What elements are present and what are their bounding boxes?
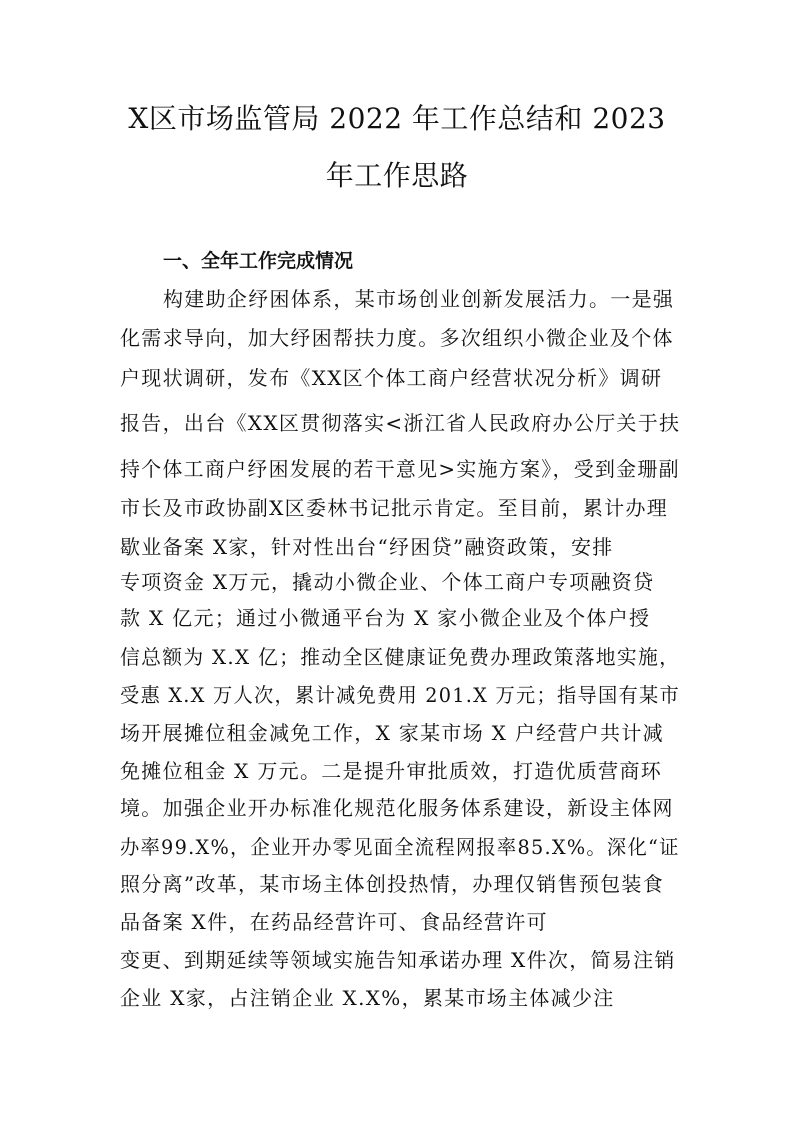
body-line-2: 化需求导向，加大纾困帮扶力度。多次组织小微企业及个体 xyxy=(120,326,674,350)
body-line-16: 照分离”改革，某市场主体创投热情，办理仅销售预包装食 xyxy=(120,872,665,896)
body-line-1: 构建助企纾困体系，某市场创业创新发展活力。一是强 xyxy=(163,287,675,311)
body-line-6: 市长及市政协副X区委林书记批示肯定。至目前，累计办理 xyxy=(120,496,669,520)
body-line-4: 报告，出台《XX区贯彻落实<浙江省人民政府办公厅关于扶 xyxy=(120,411,681,435)
body-line-11: 受惠 X.X 万人次，累计减免费用 201.X 万元；指导国有某市 xyxy=(120,683,680,707)
body-line-7: 歇业备案 X家，针对性出台“纾困贷”融资政策，安排 xyxy=(120,535,614,559)
document-title-line-2: 年工作思路 xyxy=(325,159,469,192)
document-title-line-1: X区市场监管局 2022 年工作总结和 2023 xyxy=(128,102,666,135)
body-line-14: 境。加强企业开办标准化规范化服务体系建设，新设主体网 xyxy=(120,796,674,820)
body-line-13: 免摊位租金 X 万元。二是提升审批质效，打造优质营商环 xyxy=(120,759,663,783)
body-line-5: 持个体工商户纾困发展的若干意见>实施方案》，受到金珊副 xyxy=(120,457,680,481)
body-line-8: 专项资金 X万元，撬动小微企业、个体工商户专项融资贷 xyxy=(120,570,655,594)
body-line-17: 品备案 X件，在药品经营许可、食品经营许可 xyxy=(120,910,548,934)
body-line-15: 办率99.X%，企业开办零见面全流程网报率85.X%。深化“证 xyxy=(120,835,680,859)
body-line-19: 企业 X家，占注销企业 X.X%，累某市场主体减少注 xyxy=(120,986,615,1010)
body-line-3: 户现状调研，发布《XX区个体工商户经营状况分析》调研 xyxy=(120,366,663,390)
body-line-10: 信总额为 X.X 亿；推动全区健康证免费办理政策落地实施， xyxy=(120,645,681,669)
body-line-12: 场开展摊位租金减免工作，X 家某市场 X 户经营户共计减 xyxy=(120,721,664,745)
section-heading: 一、全年工作完成情况 xyxy=(163,250,354,272)
body-line-9: 款 X 亿元；通过小微通平台为 X 家小微企业及个体户授 xyxy=(120,606,651,630)
body-line-18: 变更、到期延续等领域实施告知承诺办理 X件次，简易注销 xyxy=(120,948,676,972)
